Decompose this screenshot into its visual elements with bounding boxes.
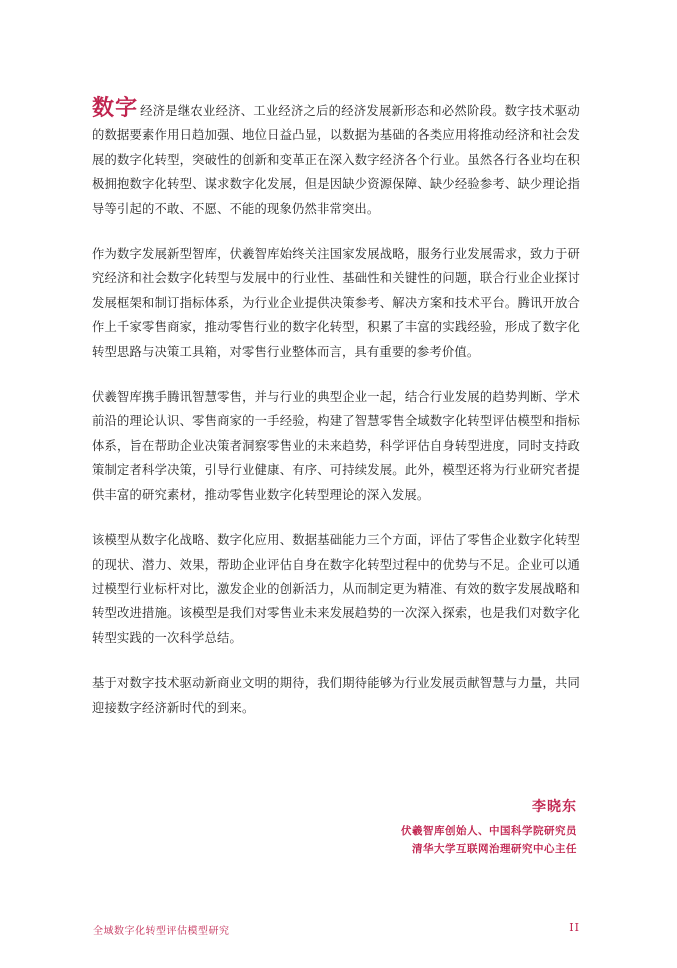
author-title-line-2: 清华大学互联网治理研究中心主任 [412,843,577,855]
author-name: 李晓东 [532,799,577,815]
paragraph-1 [92,98,580,221]
signature-block [401,796,577,858]
paragraph-4: 该模型从数字化战略、数字化应用、数据基础能力三个方面，评估了零售企业数字化转型的现状、潜力、效果，帮助企业评估自身在数字化转型过程中的优势与不足。企业可以通过模型行业标杆对比，激发企业的创新活力，从而制定更为精准、有效的数字发展战略和转型改进措施。该模型是我们对零售业未来发展趋势的一次深入探索，也是我们对数字化转型实践的一次科学总结。 [92,533,580,645]
paragraph-2: 作为数字发展新型智库，伏羲智库始终关注国家发展战略，服务行业发展需求，致力于研究经济和社会数字化转型与发展中的行业性、基础性和关键性的问题，联合行业企业探讨发展框架和制订指标体系，为行业企业提供决策参考、解决方案和技术平台。腾讯开放合作上千家零售商家，推动零售行业的数字化转型，积累了丰富的实践经验，形成了数字化转型思路与决策工具箱，对零售行业整体而言，具有重要的参考价值。 [92,247,580,359]
paragraph-5: 基于对数字技术驱动新商业文明的期待，我们期待能够为行业发展贡献智慧与力量，共同迎接数字经济新时代的到来。 [92,676,580,715]
paragraph-1-text: 经济是继农业经济、工业经济之后的经济发展新形态和必然阶段。数字技术驱动的数据要素作用日趋加强、地位日益凸显，以数据为基础的各类应用将推动经济和社会发展的数字化转型，突破性的创新和变革正在深入数字经济各个行业。虽然各行各业均在积极拥抱数字化转型、谋求数字化发展，但是因缺少资源保障、缺少经验参考、缺少理论指导等引起的不敢、不愿、不能的现象仍然非常突出。 [92,104,580,216]
footer-page-number: II [569,921,580,934]
author-title-line-1: 伏羲智库创始人、中国科学院研究员 [401,825,577,837]
dropcap-heading: 数字 [92,96,139,121]
footer-report-title: 全域数字化转型评估模型研究 [93,926,230,937]
preface-body [92,98,580,741]
paragraph-3: 伏羲智库携手腾讯智慧零售，并与行业的典型企业一起，结合行业发展的趋势判断、学术前沿的理论认识、零售商家的一手经验，构建了智慧零售全域数字化转型评估模型和指标体系，旨在帮助企业决策者洞察零售业的未来趋势，科学评估自身转型进度，同时支持政策制定者科学决策，引导行业健康、有序、可持续发展。此外，模型还将为行业研究者提供丰富的研究素材，推动零售业数字化转型理论的深入发展。 [92,390,580,502]
